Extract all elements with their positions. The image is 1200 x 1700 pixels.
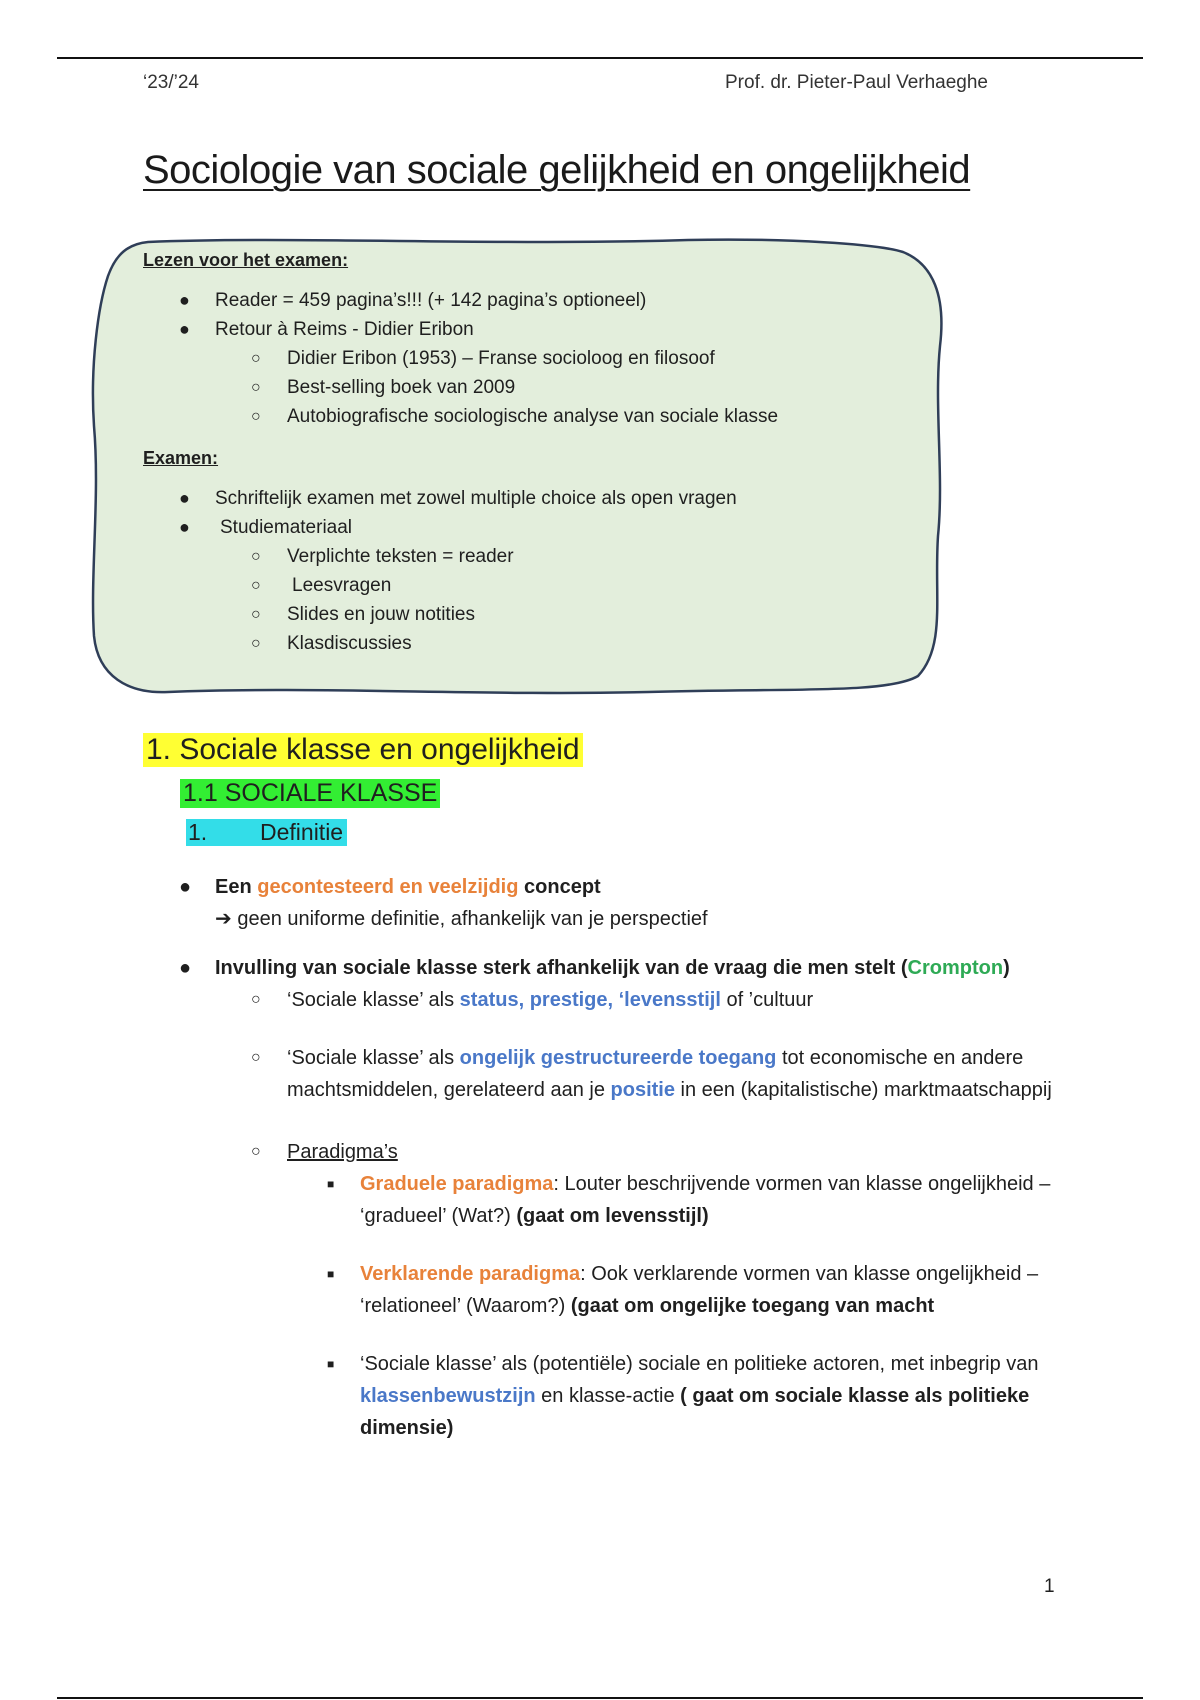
reading-list: [143, 286, 923, 431]
reading-label: Lezen voor het examen:: [143, 250, 349, 270]
bottom-rule: [57, 1697, 1143, 1699]
paradigm-gradual: ■ Graduele paradigma: Louter beschrijvende vormen van klasse ongelijkheid – ‘gradueel’ (Wat?) (gaat om levensstijl): [143, 1168, 1083, 1232]
circle-bullet-icon: ○: [251, 635, 261, 652]
paradigm-political-actors: ■ ‘Sociale klasse’ als (potentiële) sociale en politieke actoren, met inbegrip van klassenbewustzijn en klasse-actie ( gaat om sociale klasse als politieke dimensie): [143, 1348, 1083, 1444]
list-item: ○ Didier Eribon (1953) – Franse socioloog en filosoof: [143, 344, 923, 373]
subsubsection-label: Definitie: [260, 819, 344, 845]
bullet-icon: ●: [179, 957, 192, 979]
list-item: ● Studiemateriaal: [143, 513, 923, 542]
list-item: ○ Autobiografische sociologische analyse van sociale klasse: [143, 402, 923, 431]
list-item: ● Retour à Reims - Didier Eribon: [143, 315, 923, 344]
top-rule: [57, 57, 1143, 59]
exam-list: [143, 484, 923, 658]
circle-bullet-icon: ○: [251, 1049, 261, 1066]
subsection-heading: 1.1 SOCIALE KLASSE: [180, 779, 440, 808]
sub-paradigms: ○ Paradigma’s: [143, 1136, 1083, 1168]
list-item: ○ Best-selling boek van 2009: [143, 373, 923, 402]
circle-bullet-icon: ○: [251, 379, 261, 396]
circle-bullet-icon: ○: [251, 606, 261, 623]
arrow-icon: ➔: [215, 908, 232, 930]
header-author: Prof. dr. Pieter-Paul Verhaeghe: [725, 72, 988, 93]
list-item: ○ Leesvragen: [143, 571, 923, 600]
bullet-icon: ●: [179, 488, 190, 508]
list-item: ○ Verplichte teksten = reader: [143, 542, 923, 571]
circle-bullet-icon: ○: [251, 350, 261, 367]
definition-content: [143, 871, 1083, 1444]
square-bullet-icon: ■: [327, 1357, 335, 1371]
paradigm-explanatory: ■ Verklarende paradigma: Ook verklarende vormen van klasse ongelijkheid – ‘relationeel’ (Waarom?) (gaat om ongelijke toegang van macht: [143, 1258, 1083, 1322]
subsubsection-heading: [186, 819, 347, 846]
bullet-icon: ●: [179, 290, 190, 310]
list-item: ● Schriftelijk examen met zowel multiple choice als open vragen: [143, 484, 923, 513]
sub-status: ○ ‘Sociale klasse’ als status, prestige, ‘levensstijl of ’cultuur: [143, 984, 1083, 1016]
author-reference: Crompton: [907, 957, 1004, 979]
subsubsection-number: 1.: [188, 819, 208, 845]
list-item: ○ Slides en jouw notities: [143, 600, 923, 629]
circle-bullet-icon: ○: [251, 548, 261, 565]
circle-bullet-icon: ○: [251, 991, 261, 1008]
document-title: Sociologie van sociale gelijkheid en ongelijkheid: [143, 148, 971, 192]
circle-bullet-icon: ○: [251, 1143, 261, 1160]
list-item: ● Reader = 459 pagina’s!!! (+ 142 pagina’s optioneel): [143, 286, 923, 315]
bullet-icon: ●: [179, 319, 190, 339]
header-year: ‘23/’24: [143, 72, 199, 93]
square-bullet-icon: ■: [327, 1267, 335, 1281]
bullet-icon: ●: [179, 876, 192, 898]
bullet-icon: ●: [179, 517, 190, 537]
bullet-question-dependent: ● Invulling van sociale klasse sterk afhankelijk van de vraag die men stelt (Crompton): [143, 952, 1083, 984]
page-number: 1: [1044, 1576, 1055, 1597]
circle-bullet-icon: ○: [251, 408, 261, 425]
sub-access: ○ ‘Sociale klasse’ als ongelijk gestructureerde toegang tot economische en andere machtsmiddelen, gerelateerd aan je positie in een (kapitalistische) marktmaatschappij: [143, 1042, 1083, 1106]
square-bullet-icon: ■: [327, 1177, 335, 1191]
section-heading: 1. Sociale klasse en ongelijkheid: [143, 733, 583, 767]
exam-label: Examen:: [143, 448, 219, 468]
bullet-contested-concept: ● Een gecontesteerd en veelzijdig concept ➔ geen uniforme definitie, afhankelijk van je perspectief: [143, 871, 1083, 935]
list-item: ○ Klasdiscussies: [143, 629, 923, 658]
circle-bullet-icon: ○: [251, 577, 261, 594]
exam-info-box: [143, 250, 923, 658]
